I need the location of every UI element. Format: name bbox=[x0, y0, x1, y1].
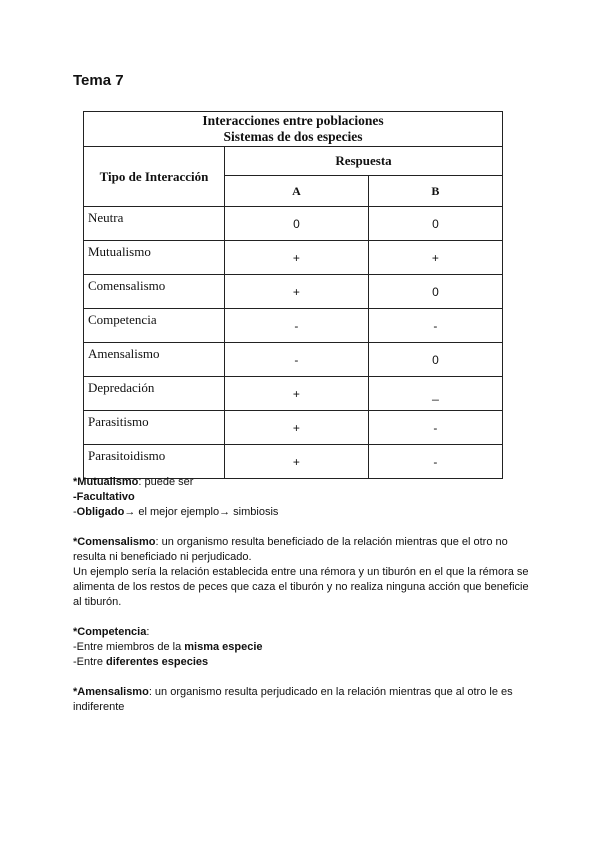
term-mutualismo: *Mutualismo bbox=[73, 476, 139, 488]
caption-line-1: Interacciones entre poblaciones bbox=[202, 113, 384, 128]
interaction-name: Parasitismo bbox=[84, 411, 225, 445]
response-a: + bbox=[225, 445, 369, 479]
response-b: 0 bbox=[368, 275, 502, 309]
note-comensalismo-example: Un ejemplo sería la relación establecida entre una rémora y un tiburón en el que la rémora se alimenta de los restos de peces que caza el tiburón y no realiza ninguna acción que beneficie al tiburón. bbox=[73, 566, 529, 608]
term-diferentes-especies: diferentes especies bbox=[106, 656, 209, 668]
note-text: -Entre bbox=[73, 656, 107, 668]
term-obligado: Obligado bbox=[76, 506, 125, 518]
term-misma-especie: misma especie bbox=[184, 641, 263, 653]
term-comensalismo: *Comensalismo bbox=[73, 536, 156, 548]
term-facultativo: -Facultativo bbox=[73, 491, 135, 503]
interaction-name: Neutra bbox=[84, 207, 225, 241]
note-text: : un organismo resulta perjudicado en la relación mientras que al otro le es indiferente bbox=[73, 686, 513, 713]
note-text: : un organismo resulta beneficiado de la relación mientras que el otro no resulta ni beneficiado ni perjudicado. bbox=[73, 536, 508, 563]
table-row bbox=[84, 343, 503, 377]
table-row bbox=[84, 241, 503, 275]
response-b: _ bbox=[368, 377, 502, 411]
note-text: - bbox=[73, 506, 77, 518]
response-a: - bbox=[225, 343, 369, 377]
table-row bbox=[84, 411, 503, 445]
header-respuesta: Respuesta bbox=[225, 147, 503, 176]
response-a: - bbox=[225, 309, 369, 343]
note-text: : puede ser bbox=[138, 476, 194, 488]
table-row bbox=[84, 377, 503, 411]
response-b: - bbox=[368, 411, 502, 445]
note-amensalismo bbox=[73, 685, 533, 715]
interaction-name: Amensalismo bbox=[84, 343, 225, 377]
interaction-name: Comensalismo bbox=[84, 275, 225, 309]
note-competencia bbox=[73, 625, 533, 640]
response-a: + bbox=[225, 411, 369, 445]
response-b: 0 bbox=[368, 343, 502, 377]
table-row bbox=[84, 207, 503, 241]
note-mutualismo bbox=[73, 475, 533, 490]
table-caption bbox=[84, 112, 503, 147]
response-a: + bbox=[225, 275, 369, 309]
header-b: B bbox=[368, 176, 502, 207]
interactions-table bbox=[83, 111, 503, 479]
header-a: A bbox=[225, 176, 369, 207]
interaction-name: Mutualismo bbox=[84, 241, 225, 275]
response-a: + bbox=[225, 241, 369, 275]
header-tipo: Tipo de Interacción bbox=[84, 147, 225, 207]
note-comensalismo bbox=[73, 535, 533, 565]
term-amensalismo: *Amensalismo bbox=[73, 686, 149, 698]
caption-line-2: Sistemas de dos especies bbox=[223, 129, 363, 144]
response-a: 0 bbox=[225, 207, 369, 241]
response-b: - bbox=[368, 445, 502, 479]
note-facultativo bbox=[73, 490, 533, 505]
table-row bbox=[84, 275, 503, 309]
interaction-name: Depredación bbox=[84, 377, 225, 411]
table-row bbox=[84, 445, 503, 479]
note-text: → el mejor ejemplo→ simbiosis bbox=[124, 506, 279, 518]
term-competencia: *Competencia bbox=[73, 626, 147, 638]
response-b: 0 bbox=[368, 207, 502, 241]
table-row bbox=[84, 309, 503, 343]
note-competencia-1 bbox=[73, 640, 533, 655]
interaction-name: Competencia bbox=[84, 309, 225, 343]
note-text: -Entre miembros de la bbox=[73, 641, 185, 653]
response-b: - bbox=[368, 309, 502, 343]
note-text: : bbox=[146, 626, 150, 638]
response-b: + bbox=[368, 241, 502, 275]
response-a: + bbox=[225, 377, 369, 411]
notes-section bbox=[73, 475, 533, 715]
note-competencia-2 bbox=[73, 655, 533, 670]
note-obligado bbox=[73, 505, 533, 520]
interaction-name: Parasitoidismo bbox=[84, 445, 225, 479]
page-title: Tema 7 bbox=[73, 72, 124, 89]
